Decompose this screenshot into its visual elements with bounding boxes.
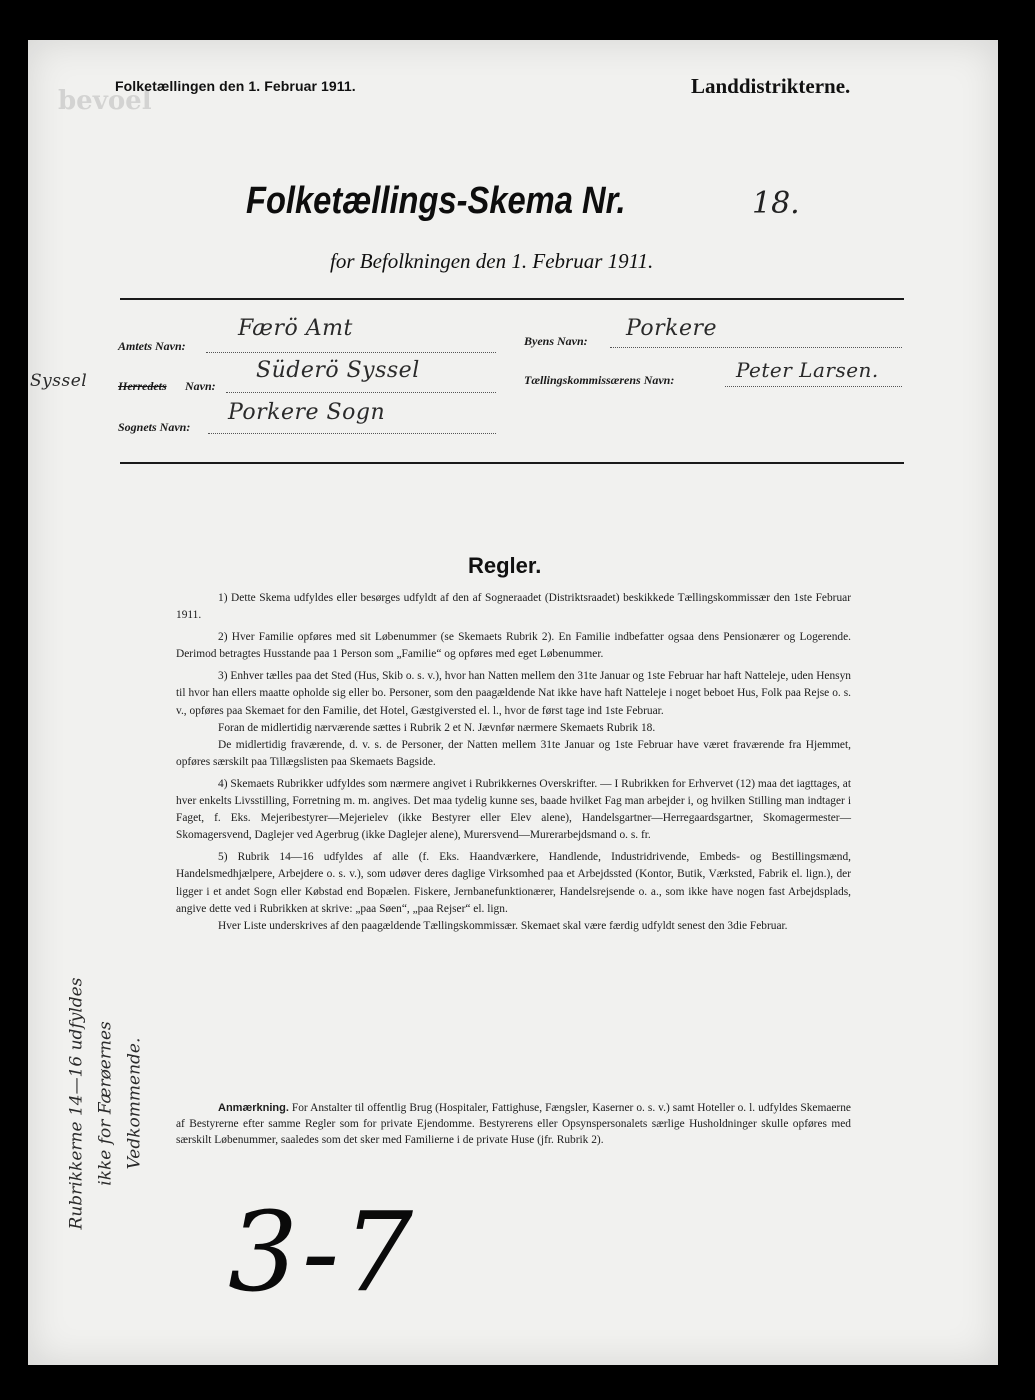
- faded-stamp: bevoel: [58, 86, 152, 116]
- sogn-label: Sognets Navn:: [118, 420, 191, 434]
- herred-label: Navn:: [185, 379, 216, 393]
- header-district-type: Landdistrikterne.: [691, 74, 851, 98]
- top-divider: [120, 298, 904, 300]
- by-value: Porkere: [626, 316, 718, 341]
- rule-signature: Hver Liste underskrives af den paagældende Tællingskommissær. Skemaet skal være færdig udfyldt senest den 3die Februar.: [218, 919, 788, 932]
- sogn-line: [208, 433, 496, 434]
- anmaerkning-text: For Anstalter til offentlig Brug (Hospitaler, Fattighuse, Fængsler, Kaserner o. s. v.) samt Hoteller o. l. udfyldes Skemaerne af Bestyrerne efter samme Regler som for private Ejendomme. Bestyrerens eller Opsynspersonalets særlige Husholdninger skulle opføres med særskilt Løbenummer, saaledes som det sker med Familierne i de private Huse (jfr. Rubrik 2).: [176, 1102, 851, 1146]
- form-title: Folketællings-Skema Nr.: [246, 180, 626, 222]
- kommissaer-value: Peter Larsen.: [736, 358, 879, 382]
- census-form-page: [28, 40, 998, 1365]
- rule-4: 4) Skemaets Rubrikker udfyldes som nærmere angivet i Rubrikkernes Overskrifter. — I Rubrikken for Erhvervet (12) maa det iagttages, at hver enkelts Livsstilling, Forretning m. m. angives. Det maa tydelig kunne ses, baade hvilket Fag man arbejder i, og hvilken Stilling man indtager i Faget, f. Eks. Mejeribestyrer—Mejerielev (ikke Bestyrer eller Elev alene), Handelsgartner—Herregaardsgartner, Skomagermester—Skomagersvend, Daglejer ved Agerbrug (ikke Daglejer alene), Murersvend—Murerarbejdsmand o. s. fr.: [176, 777, 851, 842]
- amt-value: Færö Amt: [238, 316, 353, 341]
- form-subtitle: for Befolkningen den 1. Februar 1911.: [330, 249, 654, 273]
- rule-3: 3) Enhver tælles paa det Sted (Hus, Skib o. s. v.), hvor han Natten mellem den 31te Januar og 1ste Februar har haft Natteleje, uden Hensyn til hvor han ellers maatte opholde sig eller bo. Personer, som den paagældende Nat ikke have haft Natteleje i noget beboet Hus, Folk paa Rejse o. s. v., opføres paa Skemaet for den Familie, det Hotel, Gæstgiversted el. l., hvor de først tage ind 1ste Februar.: [176, 670, 851, 717]
- anmaerkning-label: Anmærkning.: [218, 1102, 289, 1114]
- herred-value: Süderö Syssel: [256, 358, 420, 383]
- header-census-date: Folketællingen den 1. Februar 1911.: [115, 78, 356, 94]
- by-line: [610, 347, 902, 348]
- amt-label: Amtets Navn:: [118, 339, 186, 353]
- anmaerkning: [176, 1100, 851, 1148]
- amt-line: [206, 352, 496, 353]
- regler-body: [176, 590, 851, 940]
- bottom-divider: [120, 462, 904, 464]
- kommissaer-label: Tællingskommissærens Navn:: [524, 373, 675, 387]
- rule-3-present: Foran de midlertidig nærværende sættes i Rubrik 2 et N. Jævnfør nærmere Skemaets Rubrik 18.: [218, 721, 656, 734]
- rule-3-absent: De midlertidig fraværende, d. v. s. de Personer, der Natten mellem 31te Januar og 1ste Februar have været fraværende fra Hjemmet, opføres særskilt paa Tillægslisten paa Skemaets Bagside.: [176, 738, 851, 768]
- form-number: 18.: [752, 186, 800, 221]
- rule-1: 1) Dette Skema udfyldes eller besørges udfyldt af den af Sogneraadet (Distriktsraadet) beskikkede Tællingskommissær den 1ste Februar 1911.: [176, 592, 851, 622]
- herred-prefix: Syssel: [30, 371, 88, 391]
- rule-2: 2) Hver Familie opføres med sit Løbenummer (se Skemaets Rubrik 2). En Familie indbefatter ogsaa dens Pensionærer og Logerende. Derimod betragtes Husstande paa 1 Person som „Familie“ og opføres med eget Løbenummer.: [176, 631, 851, 661]
- rule-5: 5) Rubrik 14—16 udfyldes af alle (f. Eks. Haandværkere, Handlende, Industridrivende, Embeds- og Bestillingsmænd, Handelsmedhjælpere, Arbejdere o. s. v.), som udøver deres daglige Virksomhed paa et Arbejdssted (Kontor, Butik, Værksted, Fabrik el. lign.), der ligger i et andet Sogn eller Købstad end Bopælen. Fiskere, Jernbanefunktionærer, Handelsrejsende o. a., som ikke have nogen fast Arbejdsplads, angive dette ved i Rubrikken at skrive: „paa Søen“, „paa Rejser“ el. lign.: [176, 851, 851, 915]
- by-label: Byens Navn:: [524, 334, 588, 348]
- herred-label-struck: Herredets: [118, 379, 167, 393]
- kommissaer-line: [725, 386, 902, 387]
- herred-line: [226, 392, 496, 393]
- handwritten-side-note: Rubrikkerne 14—16 udfyldes ikke for Færøernes Vedkommende.: [66, 977, 145, 1230]
- regler-heading: Regler.: [468, 553, 542, 578]
- sogn-value: Porkere Sogn: [228, 400, 386, 425]
- handwritten-number: 3-7: [228, 1188, 418, 1316]
